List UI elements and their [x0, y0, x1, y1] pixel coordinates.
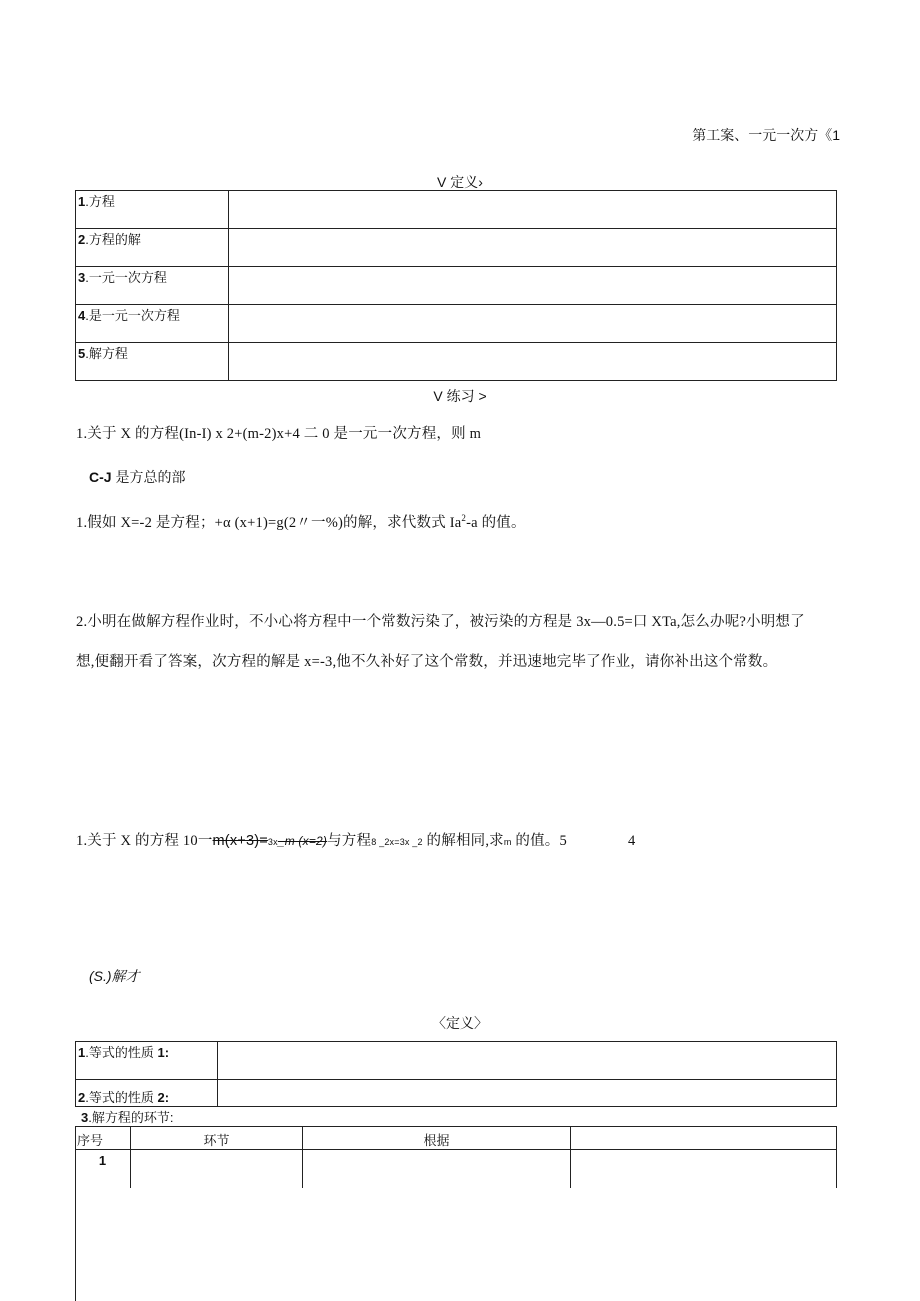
- page-title: 第工案、一元一次方《1: [692, 127, 840, 143]
- problem-d: 1.关于 X 的方程 10一m(x+3)=3x_m (x=2)与方程8 _2x=3x _2 的解相同,求m 的值。5: [76, 833, 567, 849]
- definition-answer-cell[interactable]: [229, 191, 837, 229]
- definition-heading: V 定义›: [437, 174, 483, 190]
- steps-title: 3.解方程的环节:: [81, 1110, 174, 1125]
- property-label: 1.等式的性质 1:: [76, 1042, 218, 1080]
- definition-answer-cell[interactable]: [229, 305, 837, 343]
- definition-label: 1.方程: [76, 191, 229, 229]
- problem-b: 1.假如 X=-2 是方程；+α (x+1)=g(2〃一%)的解，求代数式 Ia$^2$-a 的值。: [76, 513, 526, 531]
- steps-header-basis: 根据: [423, 1133, 450, 1148]
- definition-label: 4.是一元一次方程: [76, 305, 229, 343]
- definition-label: 5.解方程: [76, 343, 229, 381]
- definition-label: 2.方程的解: [76, 229, 229, 267]
- table-row: [76, 305, 837, 343]
- cj-heading-text: 是方总的部: [111, 469, 186, 485]
- table-row: [76, 1080, 837, 1107]
- steps-header-step: 环节: [203, 1133, 230, 1148]
- definition-answer-cell[interactable]: [229, 343, 837, 381]
- steps-row-index: 1: [98, 1153, 107, 1168]
- table-row: [76, 267, 837, 305]
- practice-heading: V 练习 >: [433, 388, 487, 404]
- problem-c-line-2: 想,便翻开看了答案，次方程的解是 x=-3,他不久补好了这个常数，并迅速地完毕了作业，请你补出这个常数。: [76, 654, 778, 670]
- steps-basis-cell[interactable]: [303, 1150, 570, 1188]
- definition-heading-2: 〈定义〉: [432, 1015, 488, 1031]
- definition-answer-cell[interactable]: [229, 229, 837, 267]
- table-row: [76, 1042, 837, 1080]
- property-table: [75, 1041, 837, 1107]
- table-row: [76, 191, 837, 229]
- steps-table: [75, 1126, 837, 1301]
- problem-d-extra: 4: [628, 833, 636, 849]
- table-row: [76, 229, 837, 267]
- cj-heading: [89, 467, 185, 487]
- definition-answer-cell[interactable]: [229, 267, 837, 305]
- property-answer-cell[interactable]: [218, 1042, 837, 1080]
- definition-label: 3.一元一次方程: [76, 267, 229, 305]
- cj-heading-bold: C-J: [89, 469, 112, 485]
- steps-header-index: 序号: [77, 1133, 104, 1148]
- table-row: [76, 343, 837, 381]
- property-label: 2.等式的性质 2:: [76, 1080, 218, 1107]
- steps-step-cell[interactable]: [131, 1150, 302, 1188]
- property-answer-cell[interactable]: [218, 1080, 837, 1107]
- section-2-title: (S.)解才: [89, 968, 140, 984]
- definition-table: [75, 190, 837, 381]
- problem-a: 1.关于 X 的方程(In-I) x 2+(m-2)x+4 二 0 是一元一次方程，则 m: [76, 426, 482, 442]
- problem-c-line-1: 2.小明在做解方程作业时，不小心将方程中一个常数污染了，被污染的方程是 3x—0.5=口 XTa,怎么办呢?小明想了: [76, 614, 805, 630]
